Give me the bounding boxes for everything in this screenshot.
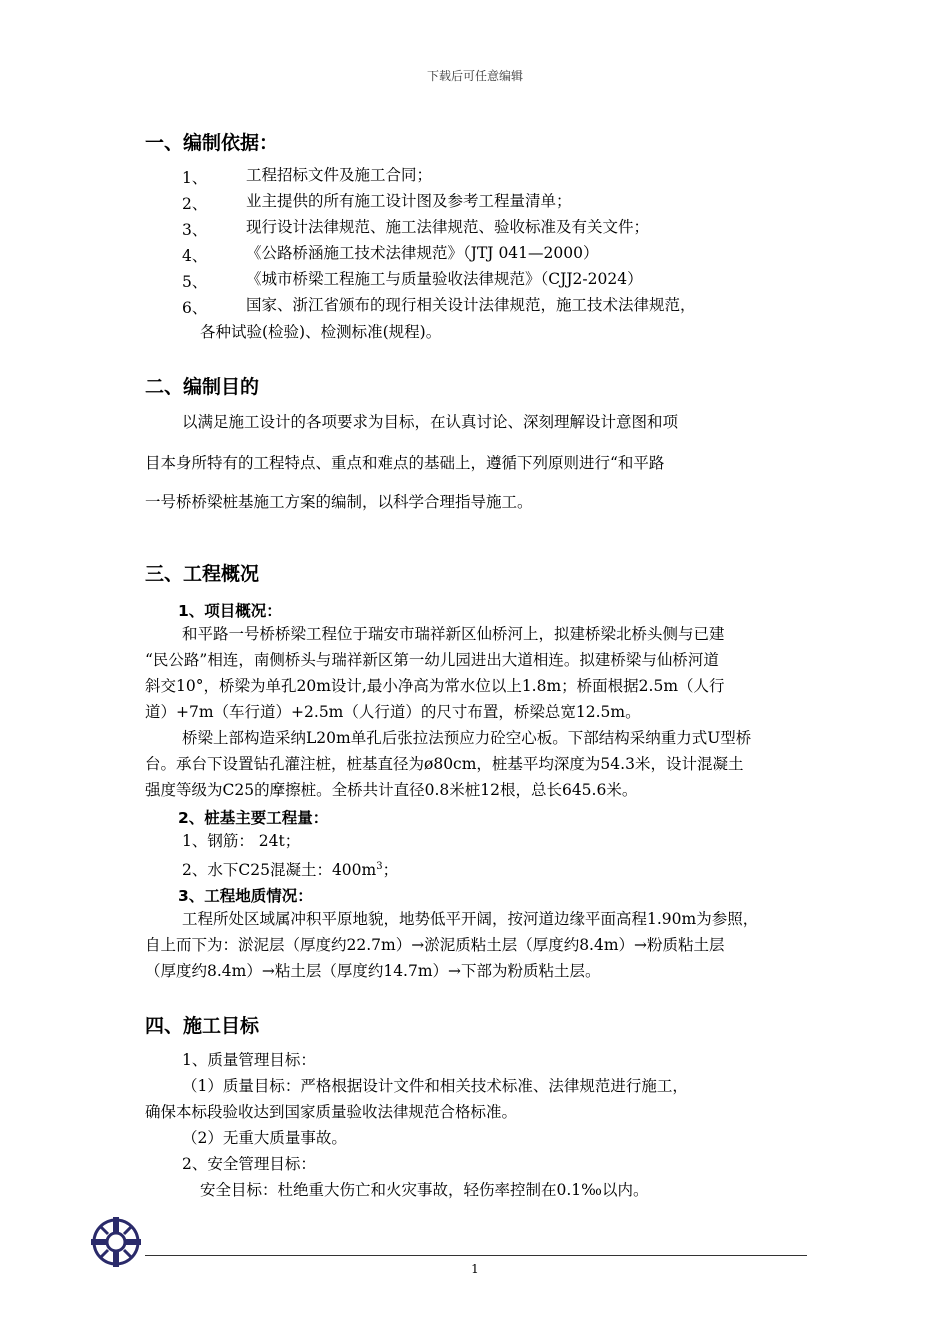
- list-number: 2、: [182, 195, 208, 213]
- quantity-punct: ；: [382, 861, 399, 880]
- list-item: 《城市桥梁工程施工与质量验收法律规范》（CJJ2-2024）: [246, 270, 643, 288]
- quantity-text: 2、水下C25混凝土：400m: [182, 861, 377, 880]
- list-number: 6、: [182, 299, 208, 317]
- section-2-title: 二、编制目的: [145, 376, 260, 398]
- paragraph-line: 道）+7m（车行道）+2.5m（人行道）的尺寸布置，桥梁总宽12.5m。: [145, 703, 641, 721]
- list-item: 业主提供的所有施工设计图及参考工程量清单；: [246, 192, 572, 210]
- list-item-continuation: 各种试验(检验)、检测标准(规程)。: [200, 323, 442, 341]
- paragraph-line: （2）无重大质量事故。: [182, 1129, 347, 1147]
- subsection-title: 3、工程地质情况：: [178, 887, 313, 905]
- paragraph-line: “民公路”相连，南侧桥头与瑞祥新区第一幼儿园进出大道相连。拟建桥梁与仙桥河道: [145, 651, 719, 669]
- paragraph-line: 强度等级为C25的摩擦桩。全桥共计直径0.8米桩12根，总长645.6米。: [145, 781, 638, 799]
- paragraph-line: （1）质量目标：严格根据设计文件和相关技术标准、法律规范进行施工，: [182, 1077, 688, 1095]
- paragraph-line: 桥梁上部构造采纳L20m单孔后张拉法预应力砼空心板。下部结构采纳重力式U型桥: [182, 729, 752, 747]
- paragraph-line: 1、质量管理目标：: [182, 1051, 316, 1069]
- list-number: 4、: [182, 247, 208, 265]
- quantity-line: 1、钢筋： 24t；: [182, 832, 301, 850]
- list-item: 《公路桥涵施工技术法律规范》（JTJ 041—2000）: [246, 244, 599, 262]
- paragraph-line: （厚度约8.4m）→粘土层（厚度约14.7m）→下部为粉质粘土层。: [145, 962, 601, 980]
- list-number: 3、: [182, 221, 208, 239]
- paragraph-line: 安全目标：杜绝重大伤亡和火灾事故，轻伤率控制在0.1‰以内。: [200, 1181, 649, 1199]
- list-number: 5、: [182, 273, 208, 291]
- subsection-title: 2、桩基主要工程量：: [178, 809, 329, 827]
- superscript: 3: [376, 861, 383, 872]
- paragraph-line: 2、安全管理目标：: [182, 1155, 316, 1173]
- section-1-title: 一、编制依据：: [145, 132, 279, 154]
- footer-divider: [145, 1255, 807, 1256]
- list-item: 工程招标文件及施工合同；: [246, 166, 433, 184]
- list-item: 现行设计法律规范、施工法律规范、验收标准及有关文件；: [246, 218, 650, 236]
- section-4-title: 四、施工目标: [145, 1015, 260, 1037]
- paragraph-line: 确保本标段验收达到国家质量验收法律规范合格标准。: [145, 1103, 518, 1121]
- page-header: 下载后可任意编辑: [426, 69, 523, 83]
- paragraph-line: 自上而下为：淤泥层（厚度约22.7m）→淤泥质粘土层（厚度约8.4m）→粉质粘土层: [145, 936, 725, 954]
- paragraph-line: 工程所处区域属冲积平原地貌，地势低平开阔，按河道边缘平面高程1.90m为参照，: [182, 910, 759, 928]
- list-item: 国家、浙江省颁布的现行相关设计法律规范，施工技术法律规范，: [246, 296, 696, 314]
- paragraph-line: 斜交10°，桥梁为单孔20m设计,最小净高为常水位以上1.8m；桥面根据2.5m（人行: [145, 677, 725, 695]
- paragraph-line: 以满足施工设计的各项要求为目标，在认真讨论、深刻理解设计意图和项: [182, 413, 679, 431]
- quantity-line: [182, 856, 398, 881]
- list-number: 1、: [182, 169, 208, 187]
- paragraph-line: 一号桥桥梁桩基施工方案的编制，以科学合理指导施工。: [145, 493, 533, 511]
- page-number: 1: [471, 1262, 479, 1276]
- paragraph-line: 和平路一号桥桥梁工程位于瑞安市瑞祥新区仙桥河上，拟建桥梁北桥头侧与已建: [182, 625, 725, 643]
- paragraph-line: 目本身所特有的工程特点、重点和难点的基础上，遵循下列原则进行“和平路: [145, 454, 665, 472]
- section-3-title: 三、工程概况: [145, 563, 260, 585]
- paragraph-line: 台。承台下设置钻孔灌注桩，桩基直径为ø80cm，桩基平均深度为54.3米，设计混凝土: [145, 755, 744, 773]
- subsection-title: 1、项目概况：: [178, 602, 282, 620]
